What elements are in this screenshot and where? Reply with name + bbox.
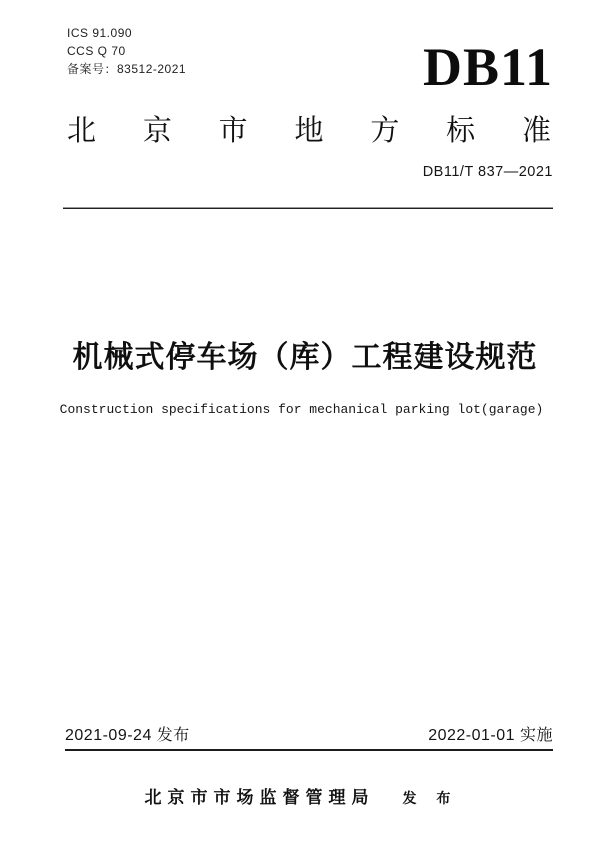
standard-type-char: 标 [446, 115, 476, 147]
header-divider-rule [63, 207, 553, 209]
ics-code: ICS 91.090 [67, 26, 133, 40]
issue-date: 2021-09-24 发布 [65, 727, 190, 744]
standard-type-char: 北 [67, 115, 97, 147]
standard-type-char: 市 [218, 115, 248, 147]
publish-label: 发 布 [402, 790, 459, 806]
publisher-line [0, 783, 603, 808]
standard-number: DB11/T 837—2021 [422, 164, 553, 180]
date-line [65, 726, 553, 751]
standard-type-char: 地 [294, 115, 324, 147]
standard-type-title [67, 114, 551, 148]
db11-logo: DB11 [422, 37, 553, 97]
publisher-name: 北京市市场监督管理局 [144, 788, 375, 807]
standard-type-char: 京 [142, 115, 172, 147]
record-number: 备案号：83512-2021 [67, 62, 187, 76]
document-title-chinese: 机械式停车场（库）工程建设规范 [72, 341, 538, 374]
implement-date: 2022-01-01 实施 [428, 727, 553, 744]
standard-type-char: 方 [370, 115, 400, 147]
standard-type-char: 准 [521, 115, 551, 147]
ccs-code: CCS Q 70 [67, 44, 126, 58]
document-title-english: Construction specifications for mechanical parking lot(garage) [59, 402, 544, 417]
registration-meta-block [67, 24, 186, 78]
